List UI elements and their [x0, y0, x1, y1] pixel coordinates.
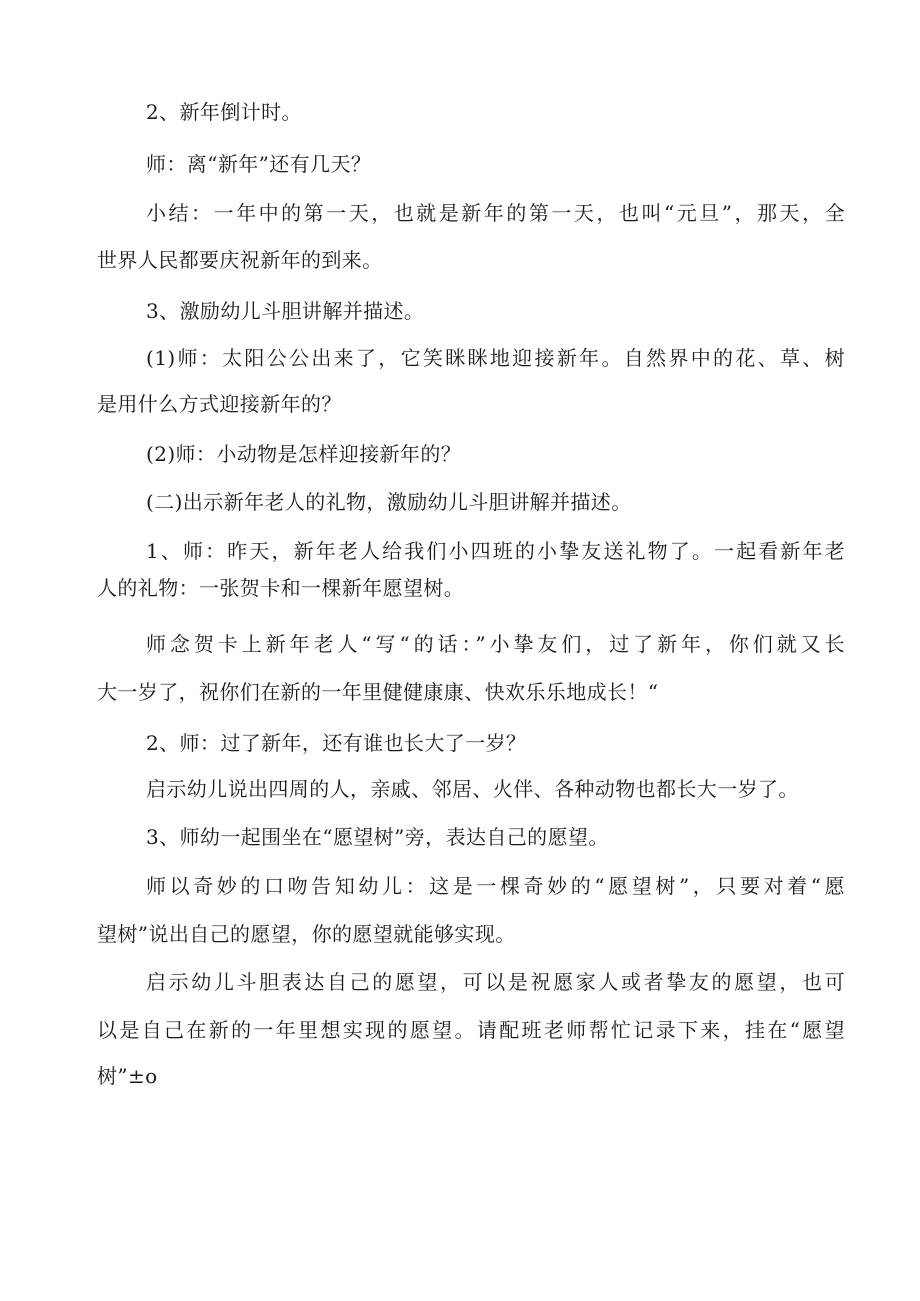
paragraph-line-10: 1、师：昨天，新年老人给我们小四班的小挚友送礼物了。一起看新年老: [146, 539, 845, 563]
paragraph-line-20: 以是自己在新的一年里想实现的愿望。请配班老师帮忙记录下来，挂在“愿望: [97, 1018, 845, 1042]
paragraph-line-5: 3、激励幼儿斗胆讲解并描述。: [146, 299, 425, 323]
paragraph-line-18: 望树”说出自己的愿望，你的愿望就能够实现。: [97, 922, 516, 946]
paragraph-line-19: 启示幼儿斗胆表达自己的愿望，可以是祝愿家人或者挚友的愿望，也可: [146, 970, 845, 994]
paragraph-line-13: 大一岁了，祝你们在新的一年里健健康康、快欢乐乐地成长！“: [97, 680, 659, 704]
paragraph-line-17: 师以奇妙的口吻告知幼儿：这是一棵奇妙的“愿望树”，只要对着“愿: [146, 874, 845, 898]
paragraph-line-4: 世界人民都要庆祝新年的到来。: [97, 248, 383, 272]
paragraph-line-16: 3、师幼一起围坐在“愿望树”旁，表达自己的愿望。: [146, 825, 609, 849]
paragraph-line-11: 人的礼物：一张贺卡和一棵新年愿望树。: [97, 576, 465, 600]
paragraph-line-12: 师念贺卡上新年老人“写“的话：”小挚友们，过了新年，你们就又长: [146, 632, 845, 656]
paragraph-line-1: 2、新年倒计时。: [146, 100, 302, 124]
paragraph-line-8: (2)师：小动物是怎样迎接新年的？: [146, 442, 462, 466]
paragraph-line-15: 启示幼儿说出四周的人，亲戚、邻居、火伴、各种动物也都长大一岁了。: [146, 777, 799, 801]
paragraph-line-14: 2、师：过了新年，还有谁也长大了一岁？: [146, 731, 527, 755]
paragraph-line-3: 小结：一年中的第一天，也就是新年的第一天，也叫“元旦”，那天，全: [146, 201, 845, 225]
paragraph-line-7: 是用什么方式迎接新年的？: [97, 392, 342, 416]
paragraph-line-21: 树”±o: [97, 1064, 158, 1088]
paragraph-line-2: 师：离“新年”还有几天？: [146, 152, 372, 176]
paragraph-line-9: (二)出示新年老人的礼物，激励幼儿斗胆讲解并描述。: [146, 490, 632, 514]
paragraph-line-6: (1)师：太阳公公出来了，它笑眯眯地迎接新年。自然界中的花、草、树: [146, 346, 845, 370]
